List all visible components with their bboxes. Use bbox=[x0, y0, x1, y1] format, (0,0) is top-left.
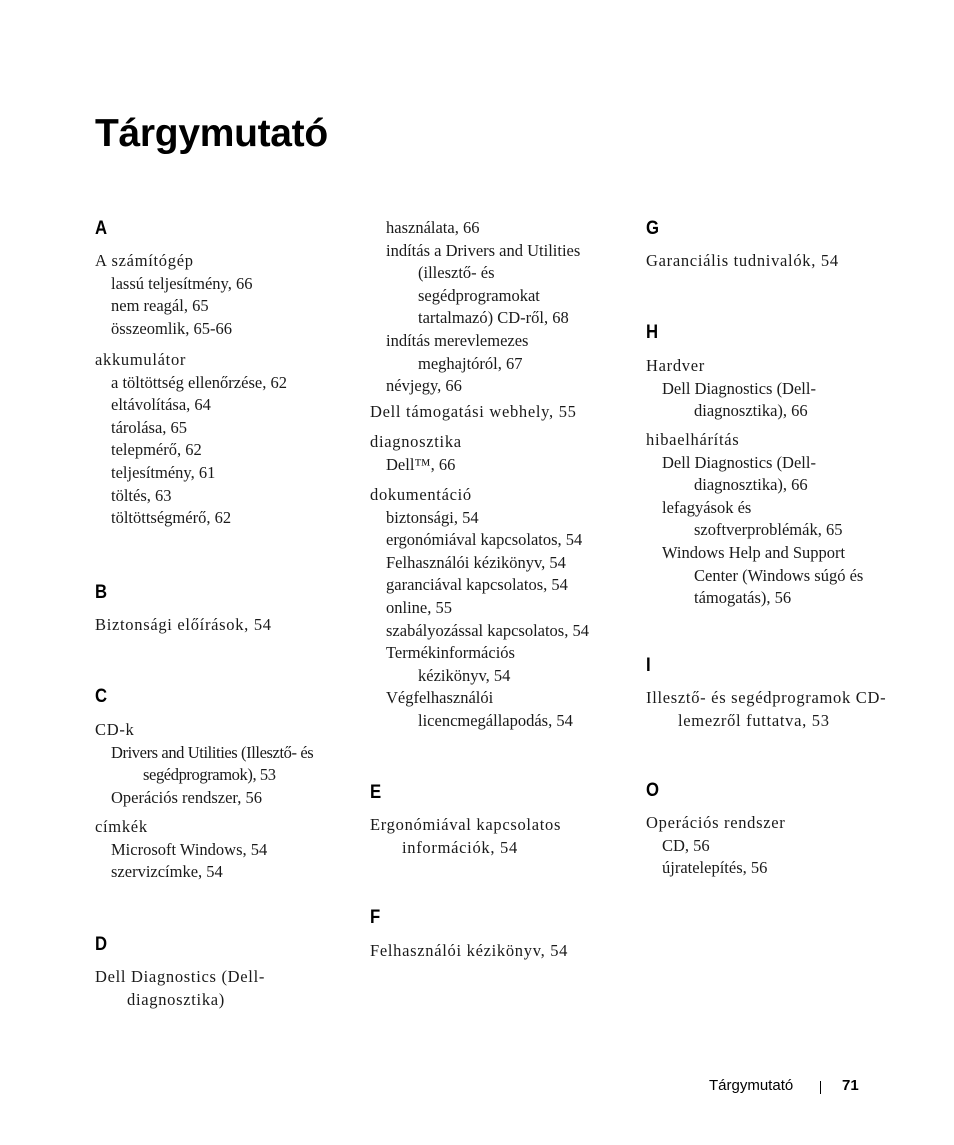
index-subentry: lefagyások és szoftverproblémák, 65 bbox=[662, 497, 843, 540]
index-subentry: Drivers and Utilities (Illesztő- és segédprogramok), 53 bbox=[111, 742, 314, 785]
index-subentry: biztonsági, 54 bbox=[386, 507, 479, 527]
section-letter-e: E bbox=[370, 782, 382, 803]
index-subentry: indítás a Drivers and Utilities (illesztő- és segédprogramokat tartalmazó) CD-ről, 68 bbox=[386, 240, 581, 328]
index-entry-cdk bbox=[95, 719, 350, 809]
index-term: Illesztő- és segédprogramok CD-lemezről futtatva, 53 bbox=[646, 688, 887, 730]
index-subentry: újratelepítés, 56 bbox=[662, 858, 768, 878]
index-entry-diagnosztika bbox=[370, 431, 630, 476]
index-term: dokumentáció bbox=[370, 485, 472, 504]
index-entry-dokumentacio bbox=[370, 484, 630, 733]
index-subentry: eltávolítása, 64 bbox=[111, 395, 211, 415]
index-subentry: lassú teljesítmény, 66 bbox=[111, 273, 253, 293]
index-subentry: Dell™, 66 bbox=[386, 454, 456, 474]
index-entry-ergonomiaval bbox=[370, 814, 630, 859]
section-letter-a: A bbox=[95, 218, 108, 239]
section-letter-h: H bbox=[646, 322, 659, 343]
index-entry-illeszto bbox=[646, 687, 886, 732]
page-title: Tárgymutató bbox=[95, 112, 328, 155]
index-subentry: CD, 56 bbox=[662, 835, 710, 855]
footer-page-number: 71 bbox=[842, 1077, 859, 1094]
index-term: A számítógép bbox=[95, 251, 194, 270]
index-subentry: szabályozással kapcsolatos, 54 bbox=[386, 620, 589, 640]
index-subentry: Windows Help and Support Center (Windows súgó és támogatás), 56 bbox=[662, 542, 864, 608]
section-letter-i: I bbox=[646, 655, 651, 676]
index-entry-dell-diagnostics-continued bbox=[370, 217, 630, 398]
index-subentry: Dell Diagnostics (Dell-diagnosztika), 66 bbox=[662, 378, 816, 421]
index-term: Hardver bbox=[646, 356, 705, 375]
index-subentry: tárolása, 65 bbox=[111, 417, 188, 437]
index-term: Dell Diagnostics (Dell-diagnosztika) bbox=[95, 967, 266, 1009]
index-subentry: töltés, 63 bbox=[111, 485, 172, 505]
index-entry-garancialis bbox=[646, 250, 886, 273]
index-subentry: Felhasználói kézikönyv, 54 bbox=[386, 552, 566, 572]
index-subentry: teljesítmény, 61 bbox=[111, 462, 216, 482]
index-entry-hardver bbox=[646, 355, 886, 423]
index-subentry: nem reagál, 65 bbox=[111, 296, 209, 316]
section-letter-c: C bbox=[95, 686, 108, 707]
section-letter-d: D bbox=[95, 934, 108, 955]
index-term: diagnosztika bbox=[370, 432, 462, 451]
index-term: CD-k bbox=[95, 720, 135, 739]
index-subentry: Végfelhasználói licencmegállapodás, 54 bbox=[386, 688, 573, 730]
index-term: Dell támogatási webhely, 55 bbox=[370, 402, 577, 421]
index-subentry: a töltöttség ellenőrzése, 62 bbox=[111, 372, 287, 392]
index-subentry: Termékinformációs kézikönyv, 54 bbox=[386, 643, 515, 685]
section-letter-f: F bbox=[370, 907, 381, 928]
index-term: Operációs rendszer bbox=[646, 813, 786, 832]
index-entry-a-szamitogep bbox=[95, 250, 350, 340]
index-entry-dell-diagnostics bbox=[95, 966, 350, 1011]
section-letter-b: B bbox=[95, 582, 108, 603]
footer-section-label: Tárgymutató bbox=[709, 1077, 794, 1094]
index-subentry: használata, 66 bbox=[386, 218, 480, 237]
footer-divider bbox=[820, 1081, 821, 1094]
section-letter-g: G bbox=[646, 218, 660, 239]
index-term: hibaelhárítás bbox=[646, 430, 740, 449]
index-subentry: Microsoft Windows, 54 bbox=[111, 839, 268, 859]
index-entry-hibaelharitas bbox=[646, 429, 886, 610]
index-entry-biztonsagi bbox=[95, 614, 350, 637]
index-entry-cimkek bbox=[95, 816, 350, 884]
index-term: Biztonsági előírások, 54 bbox=[95, 615, 272, 634]
index-entry-dell-tamogatasi bbox=[370, 401, 630, 424]
index-subentry: töltöttségmérő, 62 bbox=[111, 508, 232, 528]
section-letter-o: O bbox=[646, 780, 660, 801]
index-term: Ergonómiával kapcsolatos információk, 54 bbox=[370, 815, 562, 857]
index-subentry: összeomlik, 65-66 bbox=[111, 318, 232, 338]
index-subentry: indítás merevlemezes meghajtóról, 67 bbox=[386, 330, 529, 373]
index-term: Garanciális tudnivalók, 54 bbox=[646, 251, 839, 270]
index-subentry: szervizcímke, 54 bbox=[111, 862, 223, 882]
index-subentry: garanciával kapcsolatos, 54 bbox=[386, 575, 568, 595]
index-entry-operacios bbox=[646, 812, 886, 880]
index-subentry: névjegy, 66 bbox=[386, 376, 462, 396]
index-term: akkumulátor bbox=[95, 350, 187, 369]
index-subentry: telepmérő, 62 bbox=[111, 440, 202, 460]
index-subentry: Operációs rendszer, 56 bbox=[111, 787, 262, 807]
index-subentry: ergonómiával kapcsolatos, 54 bbox=[386, 530, 583, 550]
index-entry-akkumulator bbox=[95, 349, 350, 530]
index-subentry: Dell Diagnostics (Dell-diagnosztika), 66 bbox=[662, 452, 816, 495]
index-entry-felhasznaloi bbox=[370, 940, 630, 963]
index-term: címkék bbox=[95, 817, 148, 836]
index-subentry: online, 55 bbox=[386, 597, 452, 617]
index-term: Felhasználói kézikönyv, 54 bbox=[370, 941, 569, 960]
